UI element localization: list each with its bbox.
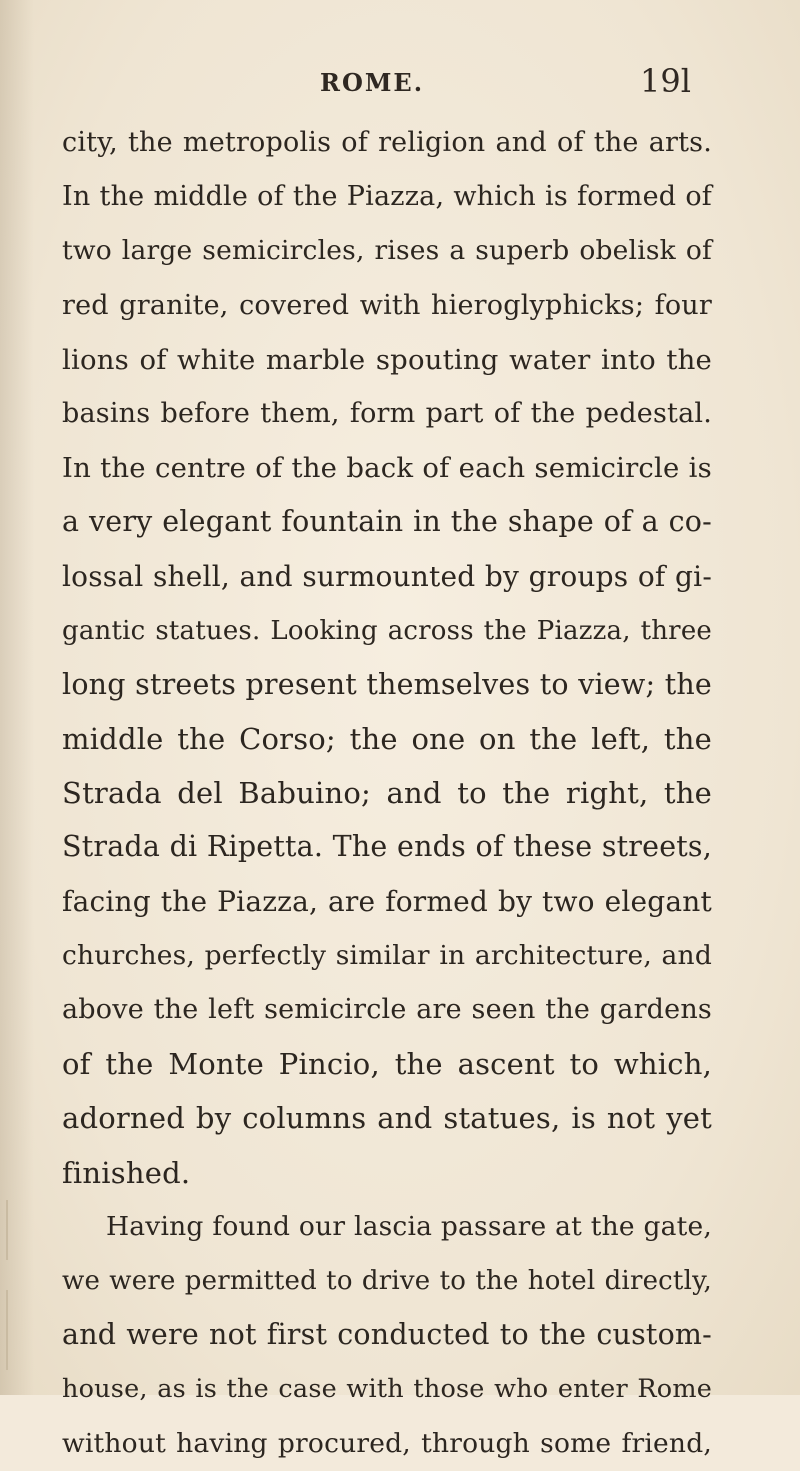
page-edge-mark [6, 1200, 8, 1260]
text-line: Strada del Babuino; and to the right, the [62, 776, 712, 811]
text-line: Strada di Ripetta. The ends of these streets, [62, 830, 712, 864]
text-line: of the Monte Pincio, the ascent to which, [62, 1047, 712, 1082]
text-line: house, as is the case with those who enter Rome [62, 1374, 712, 1405]
text-line: basins before them, form part of the pedestal. [62, 397, 712, 429]
text-line: In the centre of the back of each semicircle is [62, 452, 712, 485]
body-text [62, 116, 712, 1471]
text-line: adorned by columns and statues, is not yet [62, 1101, 712, 1136]
text-line: churches, perfectly similar in architecture, and [62, 939, 712, 971]
text-line: lions of white marble spouting water into the [62, 343, 712, 376]
text-line: In the middle of the Piazza, which is formed of [62, 181, 712, 213]
page-header [0, 62, 800, 122]
running-head: ROME. [320, 68, 425, 97]
gutter-shadow [0, 0, 34, 1395]
text-line: long streets present themselves to view; the [62, 667, 712, 701]
text-line: red granite, covered with hieroglyphicks; four [62, 289, 712, 321]
text-line: city, the metropolis of religion and of the arts. [62, 127, 712, 158]
text-line: we were permitted to drive to the hotel directly, [62, 1265, 712, 1296]
text-line: above the left semicircle are seen the gardens [62, 994, 712, 1025]
text-line: middle the Corso; the one on the left, the [62, 722, 712, 757]
text-line: facing the Piazza, are formed by two elegant [62, 884, 712, 918]
text-line: gantic statues. Looking across the Piazza, three [62, 615, 712, 646]
page-number: 19l [640, 62, 691, 100]
paragraph-start-line: Having found our lascia passare at the gate, [106, 1210, 712, 1242]
text-line: finished. [62, 1155, 191, 1190]
text-line: lossal shell, and surmounted by groups of gi- [62, 559, 712, 593]
text-line: two large semicircles, rises a superb obelisk of [62, 235, 712, 267]
text-line: without having procured, through some friend, [62, 1427, 712, 1459]
page-edge-mark [6, 1290, 8, 1370]
text-line: and were not first conducted to the custom- [62, 1318, 712, 1352]
text-line: a very elegant fountain in the shape of a co- [62, 505, 712, 539]
